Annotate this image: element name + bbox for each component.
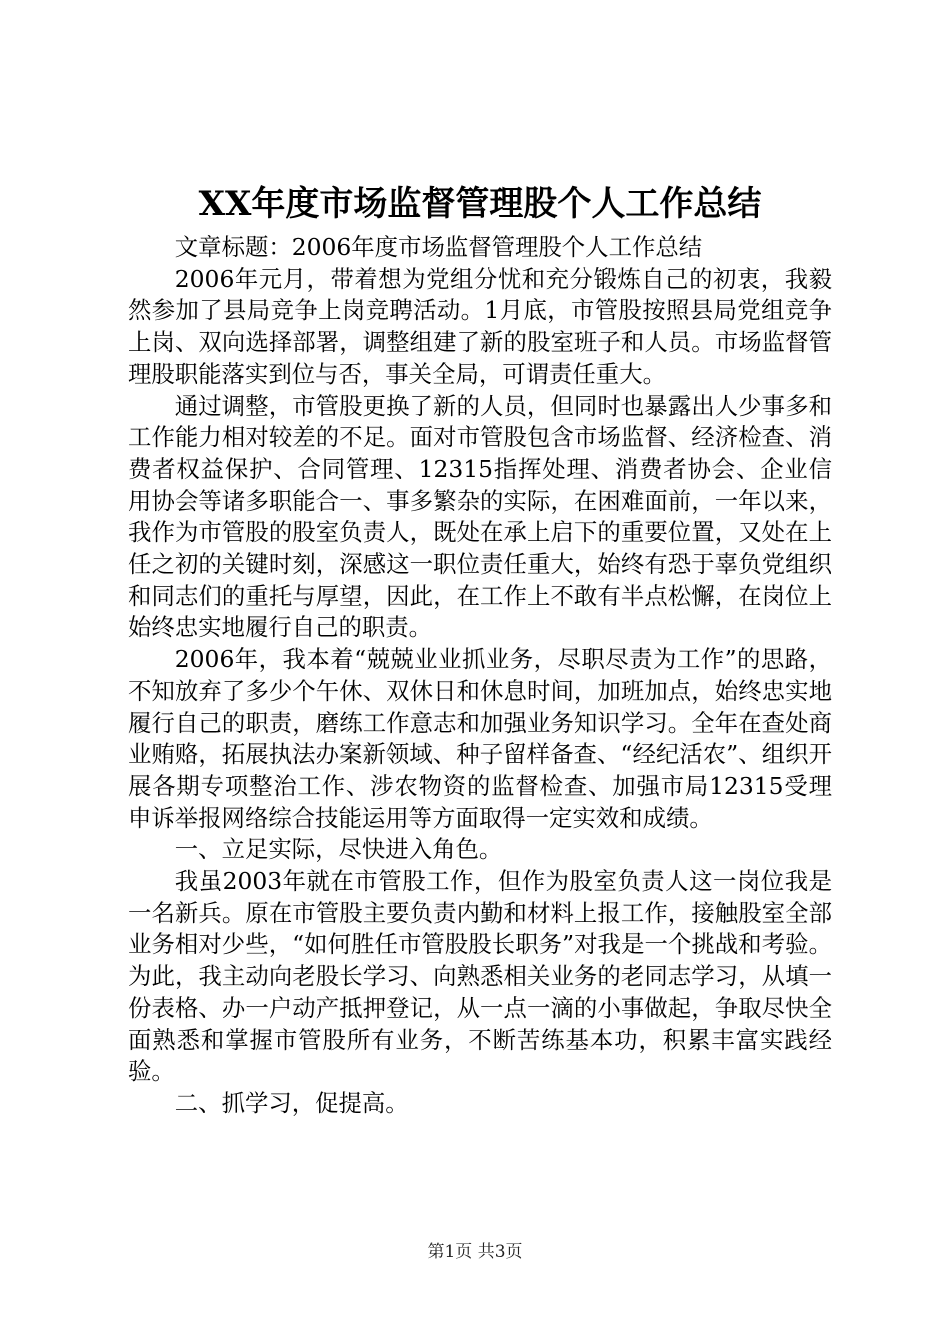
page-number-footer: 第1页 共3页	[427, 1242, 523, 1262]
paragraph-article-title: 文章标题：2006年度市场监督管理股个人工作总结	[174, 233, 703, 261]
section-heading: 一、立足实际，尽快进入角色。	[174, 835, 503, 864]
paragraph: 2006年，我本着“兢兢业业抓业务，尽职尽责为工作”的思路，不知放弃了多少个午休、双休日和休息时间，加班加点，始终忠实地履行自己的职责，磨练工作意志和加强业务知识学习。全年在查处商业贿赂，拓展执法办案新领域、种子留样备查、“经纪活农”、组织开展各期专项整治工作、涉农物资的监督检查、加强市局12315受理申诉举报网络综合技能运用等方面取得一定实效和成绩。	[128, 645, 832, 832]
document-title: XX年度市场监督管理股个人工作总结	[198, 184, 762, 224]
paragraph: 2006年元月，带着想为党组分忧和充分锻炼自己的初衷，我毅然参加了县局竞争上岗竞聘活动。1月底，市管股按照县局党组竞争上岗、双向选择部署，调整组建了新的股室班子和人员。市场监督管理股职能落实到位与否，事关全局，可谓责任重大。	[128, 264, 832, 388]
section-heading: 二、抓学习，促提高。	[174, 1088, 409, 1117]
paragraph: 通过调整，市管股更换了新的人员，但同时也暴露出人少事多和工作能力相对较差的不足。面对市管股包含市场监督、经济检查、消费者权益保护、合同管理、12315指挥处理、消费者协会、企业信用协会等诸多职能合一、事多繁杂的实际，在困难面前，一年以来，我作为市管股的股室负责人，既处在承上启下的重要位置，又处在上任之初的关键时刻，深感这一职位责任重大，始终有恐于辜负党组织和同志们的重托与厚望，因此，在工作上不敢有半点松懈，在岗位上始终忠实地履行自己的职责。	[128, 391, 832, 642]
paragraph: 我虽2003年就在市管股工作，但作为股室负责人这一岗位我是一名新兵。原在市管股主要负责内勤和材料上报工作，接触股室全部业务相对少些，“如何胜任市管股股长职务”对我是一个挑战和考验。为此，我主动向老股长学习、向熟悉相关业务的老同志学习，从填一份表格、办一户动产抵押登记，从一点一滴的小事做起，争取尽快全面熟悉和掌握市管股所有业务，不断苦练基本功，积累丰富实践经验。	[128, 867, 832, 1086]
document-page	[128, 182, 832, 1120]
